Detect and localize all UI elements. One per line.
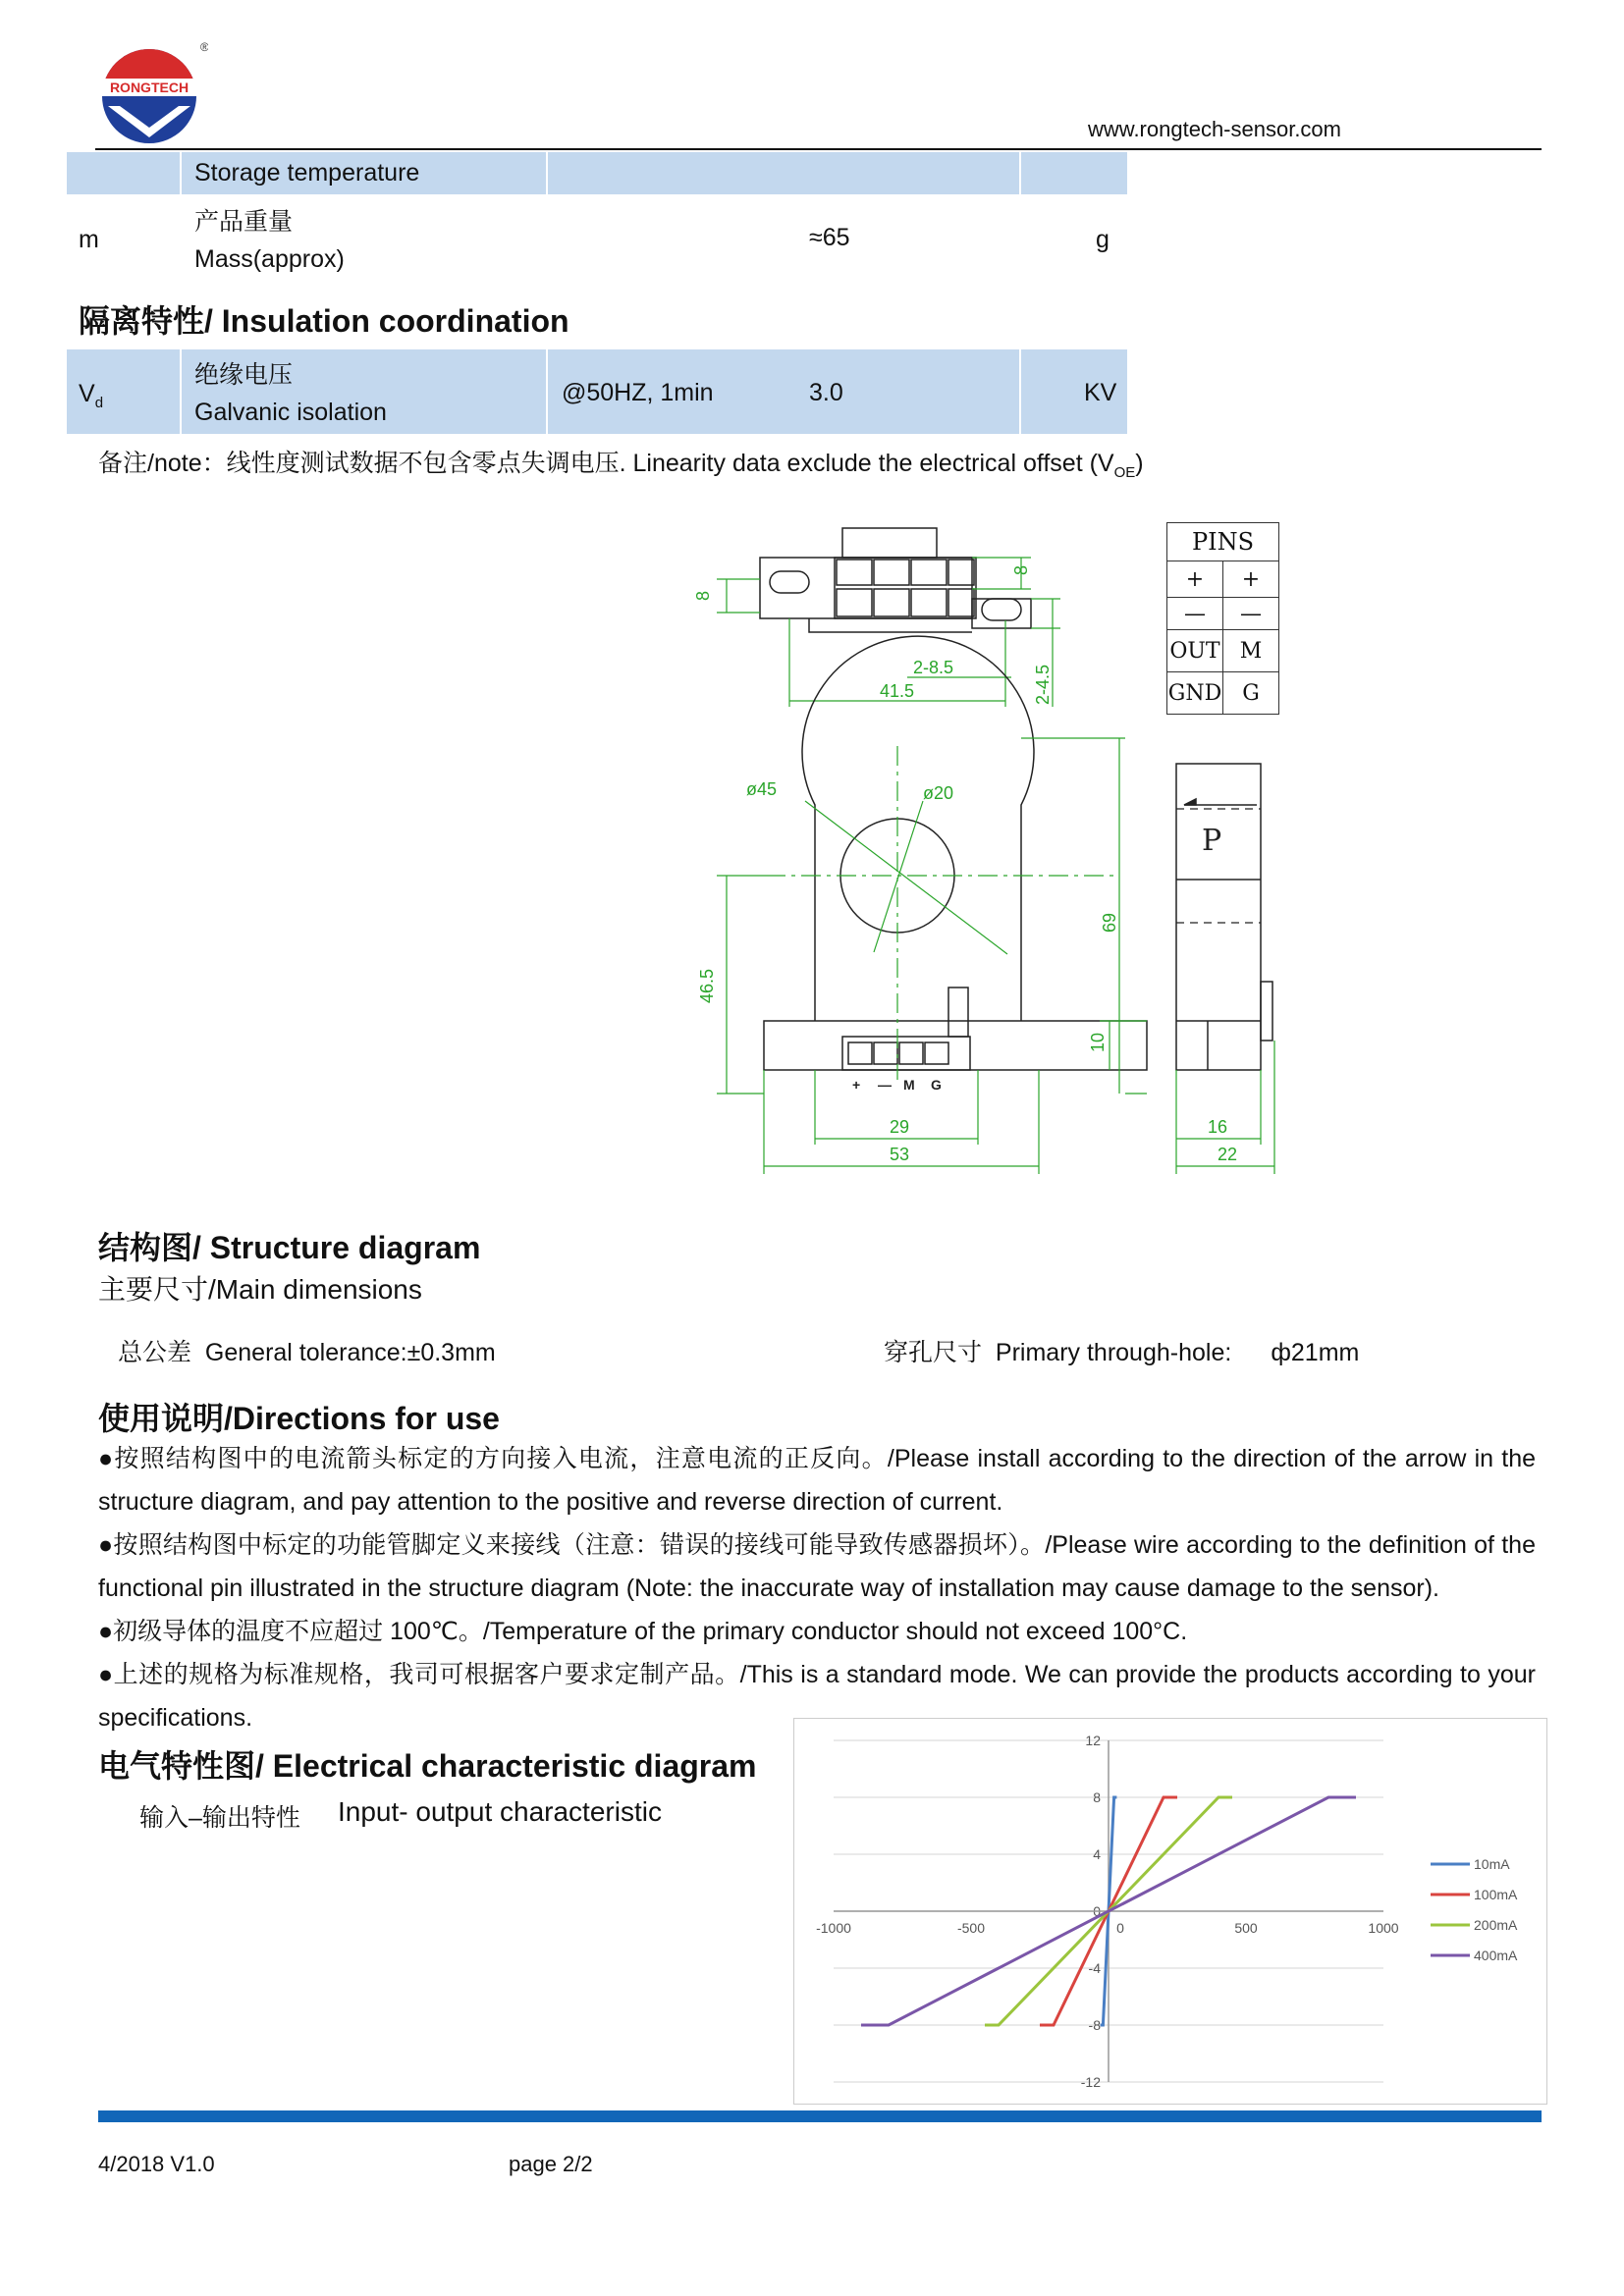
dim-outer-d: ø45	[746, 779, 778, 799]
x-tick-label: 1000	[1368, 1920, 1399, 1936]
direction-item: ●按照结构图中的电流箭头标定的方向接入电流，注意电流的正反向。/Please install according to the direction of the arrow in the structure diagram, and pay attention to the positive and reverse direction of current.	[98, 1445, 1536, 1516]
direction-item: ●上述的规格为标准规格，我司可根据客户要求定制产品。/This is a standard mode. We can provide the products according to your specifications.	[98, 1661, 1536, 1732]
x-tick-label: -500	[956, 1920, 986, 1936]
insulation-heading: 隔离特性/ Insulation coordination	[79, 303, 569, 339]
y-tick-label: -12	[1080, 2074, 1101, 2090]
insulation-condition: @50HZ, 1min	[562, 379, 714, 406]
dim-top-h1: 8	[693, 590, 713, 601]
pins-table: PINS + + — — OUT M GND G	[1166, 522, 1279, 715]
legend-label: 10mA	[1474, 1856, 1510, 1872]
y-tick-label: -8	[1088, 2017, 1101, 2033]
logo-registered-mark: ®	[200, 40, 208, 54]
structure-heading: 结构图/ Structure diagram	[98, 1230, 481, 1265]
dim-center-h: 46.5	[697, 968, 717, 1003]
directions-heading: 使用说明/Directions for use	[98, 1401, 500, 1436]
y-tick-label: 0	[1093, 1903, 1101, 1919]
dim-side-w1: 16	[1208, 1117, 1228, 1137]
dim-top-h2: 8	[1011, 564, 1031, 575]
x-tick-label: 0	[1116, 1920, 1124, 1936]
dim-height: 69	[1100, 912, 1119, 933]
pins-title: PINS	[1167, 523, 1279, 561]
y-tick-label: 4	[1093, 1846, 1101, 1862]
x-tick-label: -1000	[816, 1920, 851, 1936]
legend-label: 400mA	[1474, 1948, 1518, 1963]
directions-list	[98, 1437, 1536, 1739]
electrical-sub-en: Input- output characteristic	[338, 1796, 662, 1827]
direction-item: ●按照结构图中标定的功能管脚定义来接线（注意：错误的接线可能导致传感器损坏）。/Please wire according to the definition of the functional pin illustrated in the structure diagram (Note: the inaccurate way of installation may cause damage to the sensor).	[98, 1531, 1536, 1602]
insulation-value: 3.0	[809, 379, 843, 406]
insulation-name-cn: 绝缘电压	[194, 361, 294, 389]
footer-bar	[98, 2110, 1542, 2122]
dim-top-hole: 2-4.5	[1033, 664, 1053, 705]
y-tick-label: -4	[1088, 1960, 1101, 1976]
insulation-name-en: Galvanic isolation	[194, 399, 387, 426]
company-logo	[98, 37, 208, 145]
through-hole: 穿孔尺寸 Primary through-hole: ф21mm	[884, 1339, 1360, 1366]
spec-value: ≈65	[809, 224, 850, 251]
spec-name-en: Mass(approx)	[194, 245, 345, 273]
website-url[interactable]: www.rongtech-sensor.com	[1088, 117, 1341, 141]
spec-name-en: Storage temperature	[194, 159, 420, 187]
x-tick-label: 500	[1234, 1920, 1258, 1936]
dim-base-h: 10	[1088, 1032, 1108, 1052]
electrical-heading: 电气特性图/ Electrical characteristic diagram	[98, 1741, 757, 1787]
dim-side-w2: 22	[1218, 1145, 1238, 1164]
structure-sub: 主要尺寸/Main dimensions	[98, 1274, 422, 1305]
footer-version: 4/2018 V1.0	[98, 2152, 215, 2176]
legend-label: 100mA	[1474, 1887, 1518, 1902]
spec-unit: g	[1096, 226, 1110, 253]
pin-label-minus: —	[878, 1077, 892, 1093]
spec-name-cn: 产品重量	[194, 208, 294, 236]
dim-pin-span: 29	[890, 1117, 910, 1137]
pin-label-m: M	[903, 1077, 915, 1093]
dim-top-width: 41.5	[880, 681, 915, 701]
footer-page: page 2/2	[509, 2152, 593, 2176]
pin-label-g: G	[931, 1077, 942, 1093]
header-rule	[95, 148, 1542, 150]
legend-label: 200mA	[1474, 1917, 1518, 1933]
logo-text: RONGTECH	[109, 80, 189, 95]
insulation-symbol: $V_d$	[79, 380, 104, 411]
note-line: 备注/note：线性度测试数据不包含零点失调电压. Linearity data exclude the electrical offset $(V_{OE})$	[98, 450, 1144, 481]
spec-symbol: m	[79, 226, 99, 253]
insulation-unit: KV	[1084, 379, 1117, 406]
pin-label-plus: +	[852, 1077, 861, 1093]
y-tick-label: 8	[1093, 1789, 1101, 1805]
side-p-mark: P	[1202, 824, 1222, 858]
dim-top-slot: 2-8.5	[913, 658, 954, 677]
io-chart	[793, 1718, 1547, 2105]
y-tick-label: 12	[1085, 1733, 1101, 1748]
electrical-sub-cn: 输入–输出特性	[139, 1804, 300, 1832]
tolerance: 总公差 General tolerance:±0.3mm	[118, 1339, 496, 1366]
direction-item: ●初级导体的温度不应超过 100℃。/Temperature of the primary conductor should not exceed 100°C.	[98, 1618, 1188, 1645]
dim-front-width: 53	[890, 1145, 910, 1164]
dim-inner-d: ø20	[923, 783, 954, 803]
